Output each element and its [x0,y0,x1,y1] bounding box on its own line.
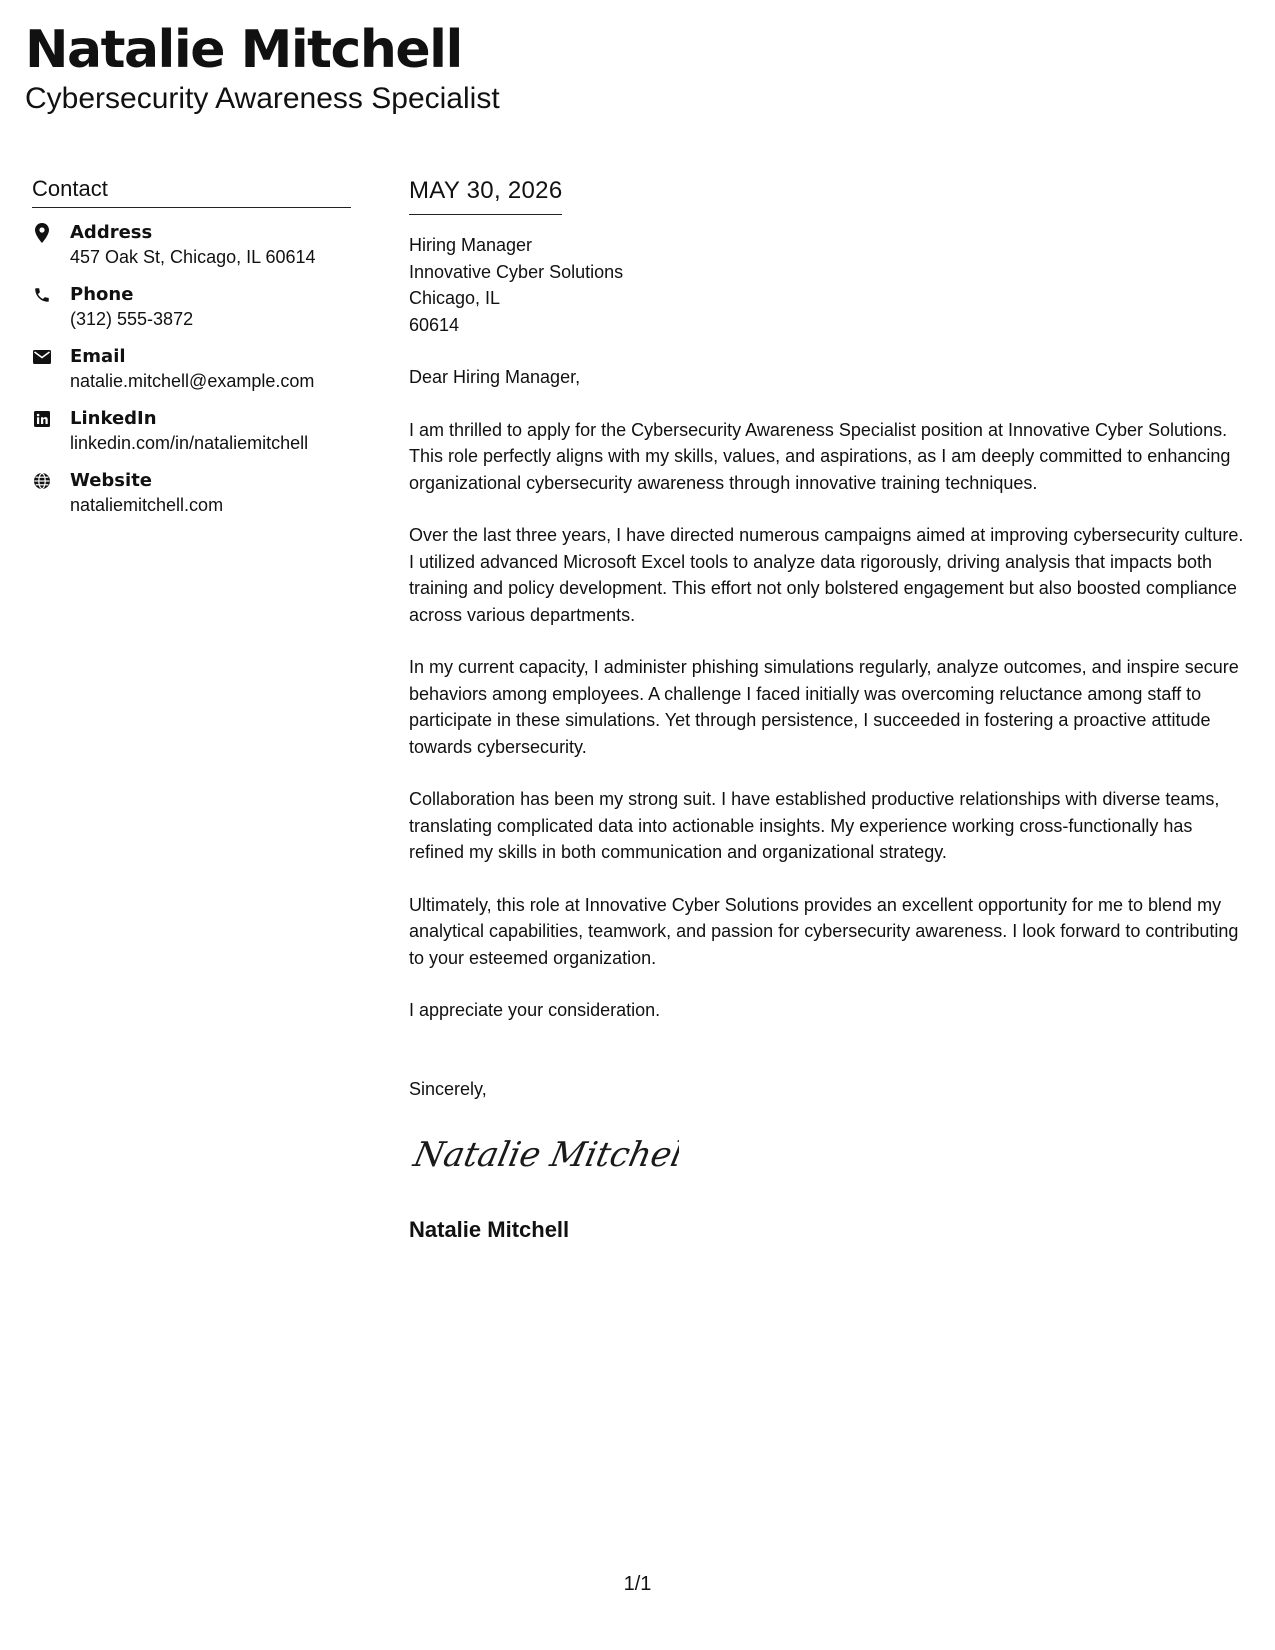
linkedin-icon [32,409,52,429]
envelope-icon [32,347,52,367]
contact-item-email [32,344,351,394]
letter-paragraph: I am thrilled to apply for the Cybersecurity Awareness Specialist position at Innovative Cyber Solutions. This role perfectly aligns with my skills, values, and aspirations, as I am deeply committed to enhancing organizational cybersecurity awareness through innovative training techniques. [409,419,1231,493]
contact-label-linkedin: LinkedIn [70,408,157,429]
letter-paragraph: Ultimately, this role at Innovative Cyber Solutions provides an excellent opportunity for me to blend my analytical capabilities, teamwork, and passion for cybersecurity awareness. I look forward to contributing to your esteemed organization. [409,894,1239,968]
contact-item-website [32,468,351,518]
letter-body [409,176,1249,1244]
page-number: 1/1 [623,1573,652,1595]
applicant-name: Natalie Mitchell [25,20,462,80]
contact-label-email: Email [70,346,126,367]
contact-label-address: Address [70,222,153,243]
contact-sidebar [32,176,351,530]
recipient-line: Hiring Manager [409,235,533,255]
handwritten-signature [409,1124,679,1182]
contact-value-address: 457 Oak St, Chicago, IL 60614 [70,247,316,267]
phone-icon [32,285,52,305]
contact-value-website: nataliemitchell.com [70,495,224,515]
contact-value-email: natalie.mitchell@example.com [70,371,315,391]
letter-date: MAY 30, 2026 [409,176,562,215]
contact-value-linkedin: linkedin.com/in/nataliemitchell [70,433,309,453]
contact-label-website: Website [70,470,153,491]
recipient-block [409,232,1249,338]
recipient-line: 60614 [409,314,460,335]
recipient-line: Innovative Cyber Solutions [409,261,624,282]
letter-paragraph: Over the last three years, I have directed numerous campaigns aimed at improving cybersecurity culture. I utilized advanced Microsoft Excel tools to analyze data rigorously, driving analysis that impacts both training and policy development. This effort not only bolstered engagement but also boosted compliance across various departments. [409,525,1244,625]
closing: Sincerely, [409,1078,487,1099]
signature-text: Natalie Mitchell [410,1135,679,1175]
map-pin-icon [32,223,52,243]
contact-value-phone: (312) 555-3872 [70,309,194,329]
contact-label-phone: Phone [70,284,134,305]
globe-icon [32,471,52,491]
signed-name: Natalie Mitchell [409,1216,570,1242]
recipient-line: Chicago, IL [409,288,501,308]
job-title: Cybersecurity Awareness Specialist [25,82,500,115]
salutation: Dear Hiring Manager, [409,367,581,387]
letter-paragraph: Collaboration has been my strong suit. I have established productive relationships with diverse teams, translating complicated data into actionable insights. My experience working cross-functionally has refined my skills in both communication and organizational strategy. [409,789,1220,862]
contact-item-address [32,220,351,270]
contact-heading: Contact [32,176,351,208]
closing-thanks: I appreciate your consideration. [409,1000,661,1020]
contact-item-phone [32,282,351,332]
contact-item-linkedin [32,406,351,456]
letter-paragraph: In my current capacity, I administer phishing simulations regularly, analyze outcomes, and inspire secure behaviors among employees. A challenge I faced initially was overcoming reluctance among staff to participate in these simulations. Yet through persistence, I succeeded in fostering a proactive attitude towards cybersecurity. [409,657,1239,757]
